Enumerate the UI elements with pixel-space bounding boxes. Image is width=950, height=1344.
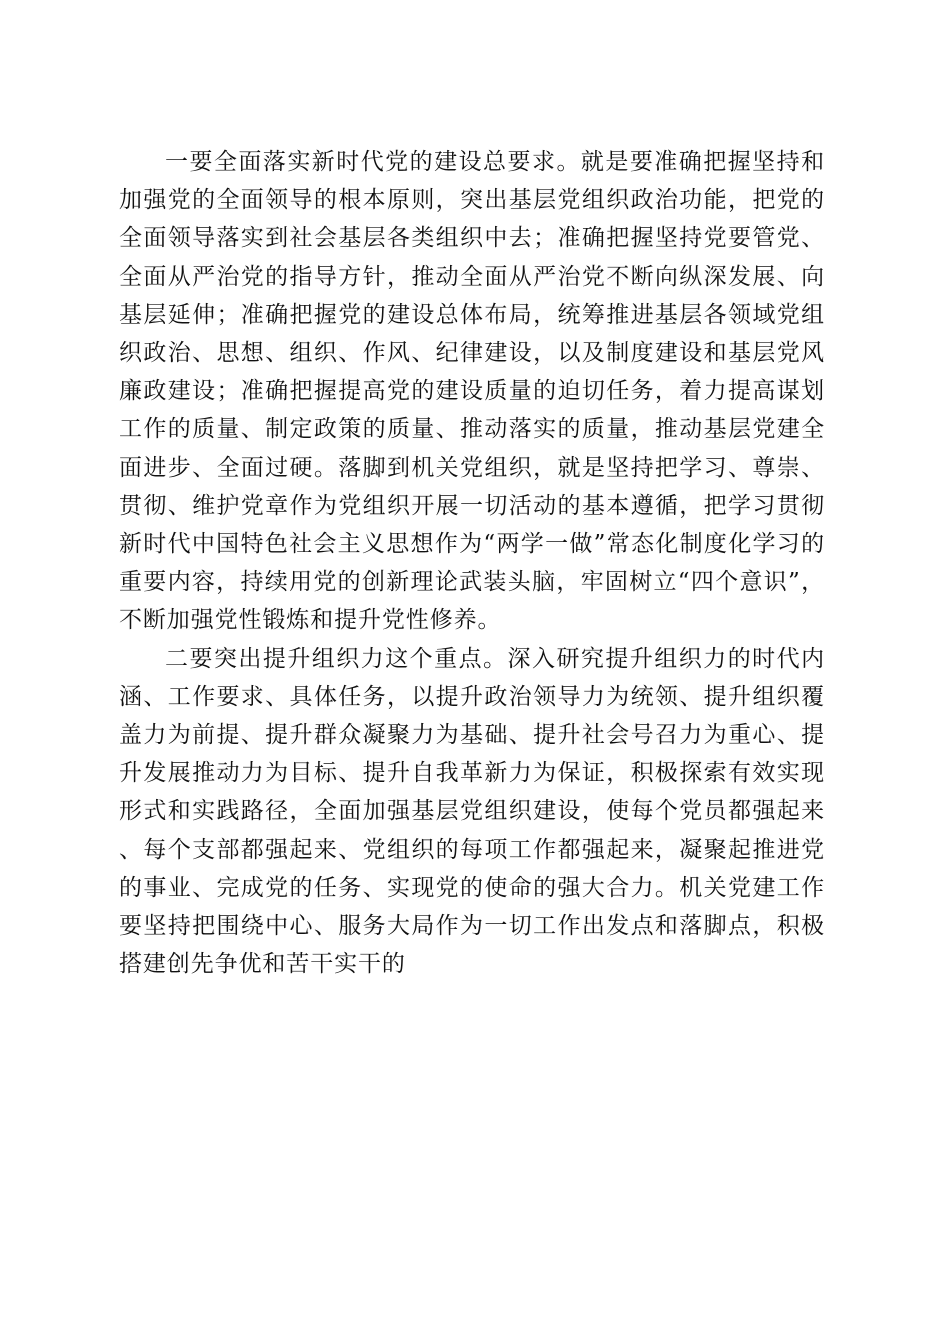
paragraph-2: 二要突出提升组织力这个重点。深入研究提升组织力的时代内涵、工作要求、具体任务，以提升政治领导力为统领、提升组织覆盖力为前提、提升群众凝聚力为基础、提升社会号召力为重心、提升发展推动力为目标、提升自我革新力为保证，积极探索有效实现形式和实践路径，全面加强基层党组织建设，使每个党员都强起来、每个支部都强起来、党组织的每项工作都强起来，凝聚起推进党的事业、完成党的任务、实现党的使命的强大合力。机关党建工作要坚持把围绕中心、服务大局作为一切工作出发点和落脚点，积极搭建创先争优和苦干实干的 [119, 645, 825, 978]
document-body [119, 143, 825, 983]
paragraph-1: 一要全面落实新时代党的建设总要求。就是要准确把握坚持和加强党的全面领导的根本原则，突出基层党组织政治功能，把党的全面领导落实到社会基层各类组织中去；准确把握坚持党要管党、全面从严治党的指导方针，推动全面从严治党不断向纵深发展、向基层延伸；准确把握党的建设总体布局，统筹推进基层各领域党组织政治、思想、组织、作风、纪律建设，以及制度建设和基层党风廉政建设；准确把握提高党的建设质量的迫切任务，着力提高谋划工作的质量、制定政策的质量、推动落实的质量，推动基层党建全面进步、全面过硬。落脚到机关党组织，就是坚持把学习、尊崇、贯彻、维护党章作为党组织开展一切活动的基本遵循，把学习贯彻新时代中国特色社会主义思想作为“两学一做”常态化制度化学习的重要内容，持续用党的创新理论武装头脑，牢固树立“四个意识”，不断加强党性锻炼和提升党性修养。 [119, 149, 825, 634]
